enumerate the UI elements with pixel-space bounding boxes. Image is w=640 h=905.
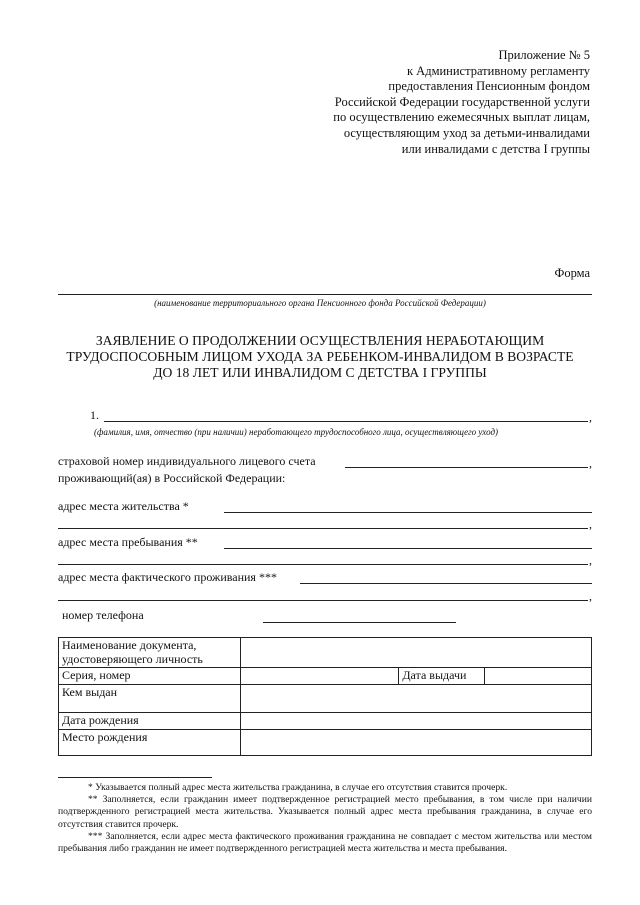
issue-date-value[interactable] xyxy=(485,668,592,685)
address-residence-label: адрес места жительства * xyxy=(58,499,189,513)
birth-place-value[interactable] xyxy=(240,730,591,756)
issued-by-value[interactable] xyxy=(240,685,591,713)
series-value[interactable] xyxy=(240,668,399,685)
organ-name-field[interactable] xyxy=(58,294,592,295)
footnote-1: * Указывается полный адрес места жительства гражданина, в случае его отсутствия ставится прочерк. xyxy=(88,782,508,793)
series-label: Серия, номер xyxy=(59,668,241,685)
name-caption: (фамилия, имя, отчество (при наличии) неработающего трудоспособного лица, осуществляющего уход) xyxy=(94,427,499,437)
issued-by-label: Кем выдан xyxy=(59,685,241,713)
doc-name-label: Наименование документа, удостоверяющего личность xyxy=(59,638,241,668)
birth-date-label: Дата рождения xyxy=(59,713,241,730)
snils-field[interactable] xyxy=(345,467,588,468)
comma: , xyxy=(589,410,592,424)
form-label: Форма xyxy=(554,266,590,280)
footnote-3: *** Заполняется, если адрес места фактического проживания гражданина не совпадает с местом жительства или местом пребывания либо гражданин не имеет подтвержденного регистрацией места жительства и места пребывания. xyxy=(58,830,592,855)
id-document-table xyxy=(58,637,592,756)
comma: , xyxy=(589,553,592,567)
address-stay-field[interactable] xyxy=(224,548,592,549)
title-line: ТРУДОСПОСОБНЫМ ЛИЦОМ УХОДА ЗА РЕБЕНКОМ-ИНВАЛИДОМ В ВОЗРАСТЕ xyxy=(66,348,574,364)
comma: , xyxy=(589,517,592,531)
title-line: ЗАЯВЛЕНИЕ О ПРОДОЛЖЕНИИ ОСУЩЕСТВЛЕНИЯ НЕРАБОТАЮЩИМ xyxy=(95,333,545,348)
address-residence-field[interactable] xyxy=(224,512,592,513)
appendix-header xyxy=(333,48,590,157)
phone-field[interactable] xyxy=(263,622,456,623)
phone-label: номер телефона xyxy=(62,608,144,622)
address-stay-label: адрес места пребывания ** xyxy=(58,535,198,549)
comma: , xyxy=(589,456,592,470)
issue-date-label: Дата выдачи xyxy=(399,668,485,685)
header-line: к Административному регламенту xyxy=(406,63,590,78)
footnotes xyxy=(58,782,592,855)
organ-caption: (наименование территориального органа Пенсионного фонда Российской Федерации) xyxy=(154,298,486,308)
header-line: по осуществлению ежемесячных выплат лицам, xyxy=(333,110,590,125)
residing-label: проживающий(ая) в Российской Федерации: xyxy=(58,471,286,485)
snils-label: страховой номер индивидуального лицевого счета xyxy=(58,454,316,468)
header-line: предоставления Пенсионным фондом xyxy=(388,79,590,94)
birth-place-label: Место рождения xyxy=(59,730,241,756)
address-actual-label: адрес места фактического проживания *** xyxy=(58,570,277,584)
address-actual-field[interactable] xyxy=(300,583,592,584)
title-line: ДО 18 ЛЕТ ИЛИ ИНВАЛИДОМ С ДЕТСТВА I ГРУППЫ xyxy=(153,364,487,380)
document-title xyxy=(40,333,600,380)
footnote-2: ** Заполняется, если гражданин имеет подтвержденное регистрацией место пребывания, в том числе при наличии подтвержденного регистрацией места жительства. Указывается полный адрес места пребывания гражданина, в случае его отсутствия ставится прочерк. xyxy=(58,794,592,830)
comma: , xyxy=(589,589,592,603)
birth-date-value[interactable] xyxy=(240,713,591,730)
footnote-separator xyxy=(58,777,212,778)
header-line: Приложение № 5 xyxy=(498,48,590,62)
address-stay-field-line2[interactable] xyxy=(58,564,588,565)
address-residence-field-line2[interactable] xyxy=(58,528,588,529)
header-line: Российской Федерации государственной услуги xyxy=(334,94,590,109)
doc-name-value[interactable] xyxy=(240,638,591,668)
full-name-field[interactable] xyxy=(104,421,588,422)
item-number: 1. xyxy=(90,408,99,422)
header-line: осуществляющим уход за детьми-инвалидами xyxy=(343,125,590,140)
header-line: или инвалидами с детства I группы xyxy=(401,141,590,156)
address-actual-field-line2[interactable] xyxy=(58,600,588,601)
